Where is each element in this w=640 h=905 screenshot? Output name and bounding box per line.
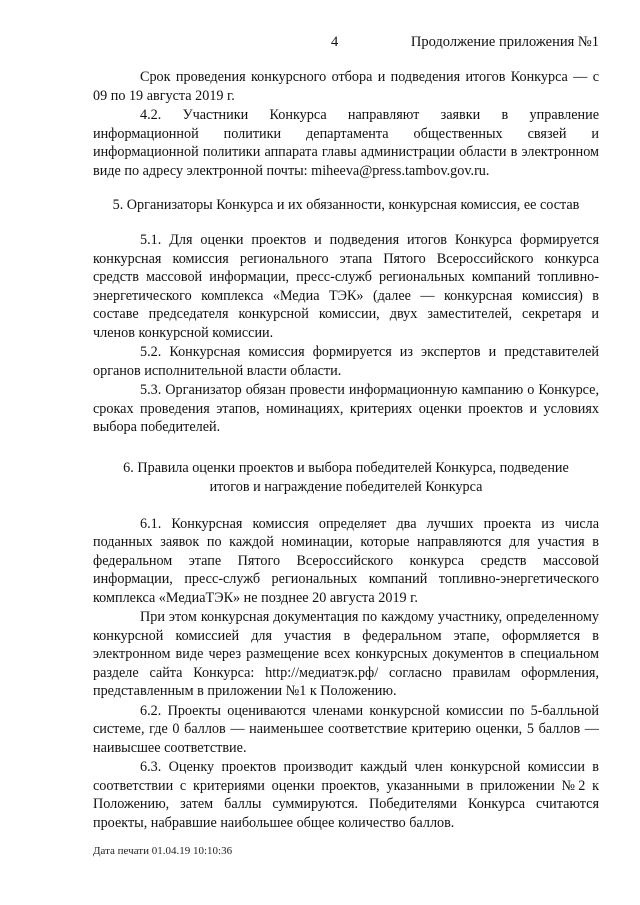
page-number: 4 xyxy=(331,34,339,50)
section-6-heading: 6. Правила оценки проектов и выбора победителей Конкурса, подведение итогов и награждение победителей Конкурса xyxy=(123,459,569,495)
page-header xyxy=(0,33,640,53)
section-5-heading: 5. Организаторы Конкурса и их обязанности, конкурсная комиссия, ее состав xyxy=(112,197,580,213)
appendix-continuation-label: Продолжение приложения №1 xyxy=(410,34,599,50)
document-body xyxy=(93,68,599,832)
paragraph-4-2: 4.2. Участники Конкурса направляют заявки в управление информационной политики департамента общественных связей и информационной политики аппарата главы администрации области в электронном виде по адресу электронной почты: miheeva@press.tambov.gov.ru. xyxy=(93,107,599,179)
paragraph-federal-documentation: При этом конкурсная документация по каждому участнику, определенному конкурсной комиссией для участия в федеральном этапе, оформляется в электронном виде через размещение всех конкурсных документов в специальном разделе сайта Конкурса: http://медиатэк.рф/ согласно правилам оформления, представленным в приложении №1 к Положению. xyxy=(93,609,599,699)
paragraph-5-3: 5.3. Организатор обязан провести информационную кампанию о Конкурсе, сроках проведения этапов, номинациях, критериях оценки проектов и условиях выбора победителей. xyxy=(93,382,599,435)
paragraph-6-2: 6.2. Проекты оцениваются членами конкурсной комиссии по 5-балльной системе, где 0 баллов — наименьшее соответствие критерию оценки, 5 баллов — наивысшее соответствие. xyxy=(93,702,599,756)
paragraph-selection-period: Срок проведения конкурсного отбора и подведения итогов Конкурса — с 09 по 19 августа 2019 г. xyxy=(93,69,599,104)
paragraph-6-1: 6.1. Конкурсная комиссия определяет два лучших проекта из числа поданных заявок по каждой номинации, которые направляются для участия в федеральном этапе Пятого Всероссийского конкурса средств массовой информации, пресс-служб региональных компаний топливно-энергетического комплекса «МедиаТЭК» не позднее 20 августа 2019 г. xyxy=(93,515,599,606)
paragraph-6-3: 6.3. Оценку проектов производит каждый член конкурсной комиссии в соответствии с критериями оценки проектов, указанными в приложении №2 к Положению, затем баллы суммируются. Победителями Конкурса считаются проекты, набравшие наибольшее общее количество баллов. xyxy=(93,759,599,831)
paragraph-5-1: 5.1. Для оценки проектов и подведения итогов Конкурса формируется конкурсная комиссия регионального этапа Пятого Всероссийского конкурса средств массовой информации, пресс-служб региональных компаний топливно-энергетического комплекса «Медиа ТЭК» (далее — конкурсная комиссия) в составе председателя конкурсной комиссии, двух заместителей, секретаря и членов конкурсной комиссии. xyxy=(93,232,599,341)
paragraph-5-2: 5.2. Конкурсная комиссия формируется из экспертов и представителей органов исполнительной власти области. xyxy=(93,344,599,379)
print-date: Дата печати 01.04.19 10:10:36 xyxy=(93,845,233,857)
